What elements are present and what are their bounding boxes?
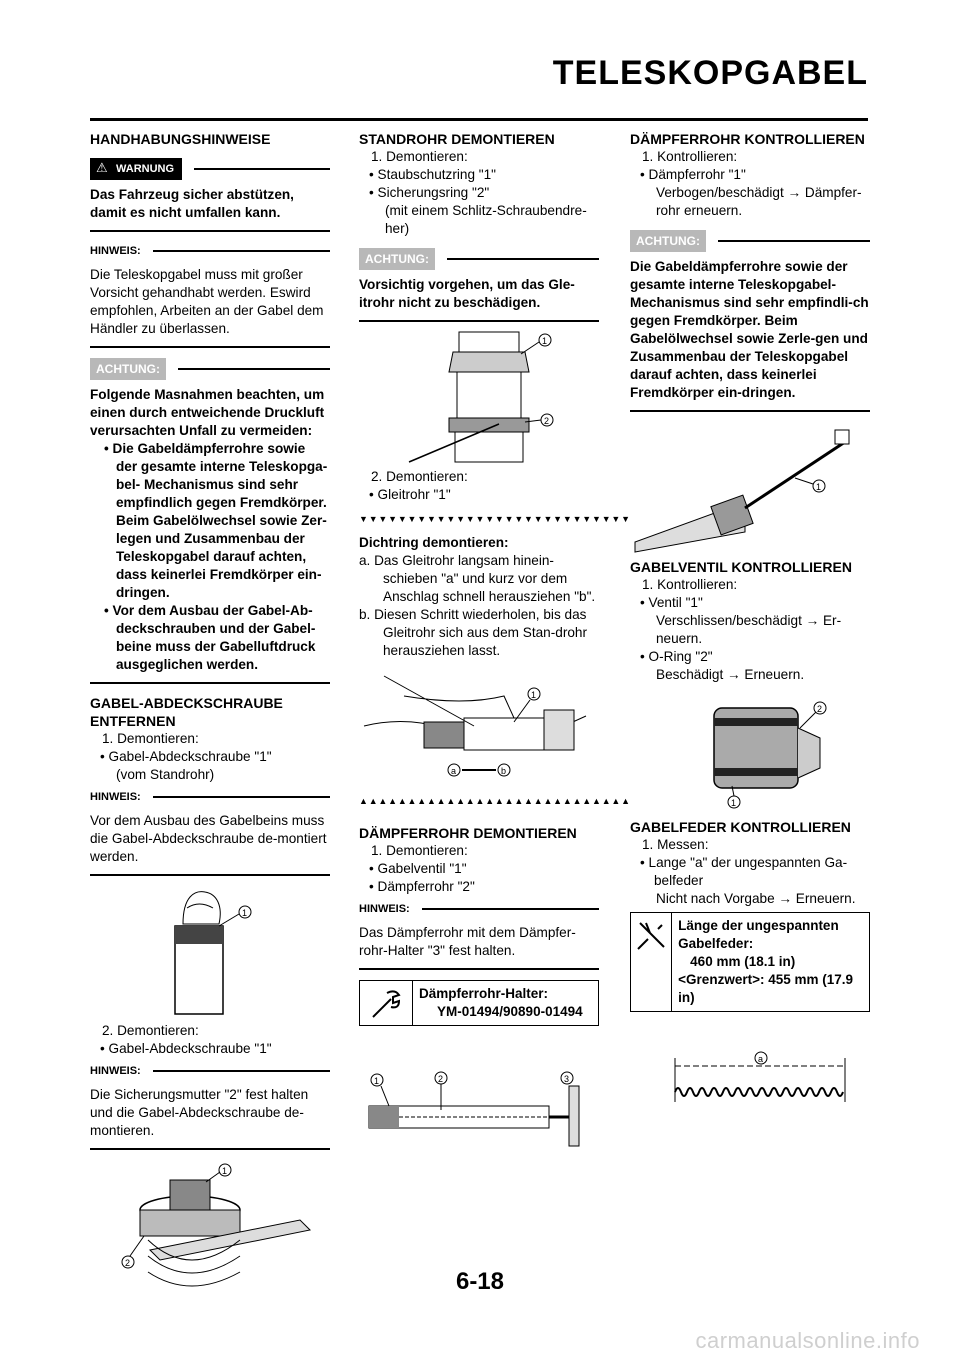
section-heading: DÄMPFERROHR KONTROLLIEREN: [630, 131, 865, 147]
bullet-sub: Verbogen/beschädigt → Dämpfer-rohr erneuern.: [656, 185, 862, 218]
callout-2: 2: [125, 1258, 131, 1268]
callout-2: 2: [438, 1074, 444, 1084]
page-number: 6-18: [455, 1268, 505, 1295]
achtung-intro: Folgende Masnahmen beachten, um einen durch entweichende Druckluft verursachten Unfall zu vermeiden:: [90, 387, 325, 438]
callout-1: 1: [242, 908, 248, 918]
bullet: • O-Ring "2": [640, 649, 713, 664]
hinweis-label-row: [90, 242, 330, 260]
dust-seal-figure: [379, 332, 579, 462]
bullet: • Dämpferrohr "2": [369, 879, 475, 894]
step: 1. Demontieren:: [371, 149, 468, 164]
bullet-sub: (vom Standrohr): [116, 767, 215, 782]
bullet: • Staubschutzring "1": [369, 167, 497, 182]
hinweis-label-row: [359, 900, 599, 918]
callout-b: b: [501, 766, 507, 776]
achtung-label-row: [359, 248, 599, 270]
procedure-end-marker: ▲▲▲▲▲▲▲▲▲▲▲▲▲▲▲▲▲▲▲▲▲▲▲▲▲▲▲▲: [359, 796, 631, 806]
step: 2. Demontieren:: [102, 1023, 199, 1038]
fork-valve-figure: [660, 698, 840, 808]
achtung-bullet: • Vor dem Ausbau der Gabel-Ab-deckschrauben und der Gabel-beine muss der Gabelluftdruck ausgeglichen werden.: [104, 603, 316, 672]
warning-text: Das Fahrzeug sicher abstützen, damit es nicht umfallen kann.: [90, 187, 294, 220]
step: 1. Kontrollieren:: [642, 149, 738, 164]
step: 1. Messen:: [642, 837, 709, 852]
wrench-icon: [360, 981, 413, 1025]
bullet: • Gleitrohr "1": [369, 487, 451, 502]
spec-value: 460 mm (18.1 in): [690, 954, 796, 969]
bullet-sub: Nicht nach Vorgabe → Erneuern.: [656, 891, 856, 906]
hinweis-text: Die Teleskopgabel muss mit großer Vorsicht gehandhabt werden. Eswird empfohlen, Arbeiten an der Gabel dem Händler zu überlassen.: [90, 267, 324, 336]
caliper-icon: [631, 913, 672, 1011]
bullet: • Gabelventil "1": [369, 861, 467, 876]
section-heading: GABELFEDER KONTROLLIEREN: [630, 819, 851, 835]
bullet-sub: Verschlissen/beschädigt → Er-neuern.: [656, 613, 842, 646]
warning-badge: ⚠ WARNUNG: [90, 158, 182, 180]
hinweis-label: HINWEIS:: [90, 1065, 141, 1077]
callout-a: a: [758, 1054, 764, 1064]
column-middle: [359, 130, 631, 1162]
hinweis-label: HINWEIS:: [90, 791, 141, 803]
column-left: [90, 130, 330, 1296]
spec-limit: <Grenzwert>: 455 mm (17.9 in): [678, 972, 854, 1005]
hinweis-label: HINWEIS:: [359, 903, 410, 915]
callout-a: a: [451, 766, 457, 776]
column-right: [630, 130, 870, 1128]
hinweis-label: HINWEIS:: [90, 245, 141, 257]
callout-1: 1: [731, 798, 737, 808]
procedure-heading: Dichtring demontieren:: [359, 535, 509, 550]
bullet: • Gabel-Abdeckschraube "1": [100, 749, 272, 764]
section-heading: DÄMPFERROHR DEMONTIEREN: [359, 825, 577, 841]
procedure-step: b. Diesen Schritt wiederholen, bis das Gleitrohr sich aus dem Stan-drohr herausziehen lasst.: [359, 607, 587, 658]
callout-1: 1: [542, 336, 548, 346]
hinweis-label-row: [90, 788, 330, 806]
bullet: • Dämpferrohr "1": [640, 167, 746, 182]
callout-1: 1: [531, 690, 537, 700]
spec-title: Länge der ungespannten Gabelfeder:: [678, 918, 839, 951]
section-heading: GABEL-ABDECKSCHRAUBE ENTFERNEN: [90, 695, 283, 729]
section-heading: STANDROHR DEMONTIEREN: [359, 131, 555, 147]
achtung-label-row: [90, 358, 330, 380]
bullet: • Lange "a" der ungespannten Ga-belfeder: [640, 855, 848, 888]
warning-label-row: [90, 158, 330, 180]
special-tool-box: [359, 980, 599, 1026]
hinweis-text: Das Dämpferrohr mit dem Dämpfer-rohr-Halter "3" fest halten.: [359, 925, 576, 958]
achtung-badge: ACHTUNG:: [90, 358, 166, 380]
bullet: • Ventil "1": [640, 595, 703, 610]
bullet-sub: Beschädigt → Erneuern.: [656, 667, 805, 682]
outer-tube-figure: [364, 666, 594, 786]
hinweis-text: Vor dem Ausbau des Gabelbeins muss die Gabel-Abdeckschraube de-montiert werden.: [90, 813, 327, 864]
fork-spring-figure: [645, 1042, 855, 1122]
watermark: carmanualsonline.info: [695, 1328, 920, 1353]
tool-title: Dämpferrohr-Halter:: [419, 986, 549, 1001]
procedure-step: a. Das Gleitrohr langsam hinein-schieben "a" und kurz vor dem Anschlag schnell herausziehen "b".: [359, 553, 596, 604]
achtung-text: Vorsichtig vorgehen, um das Gle-itrohr nicht zu beschädigen.: [359, 277, 575, 310]
cap-bolt-figure: [135, 886, 285, 1016]
callout-3: 3: [564, 1074, 570, 1084]
spec-box: [630, 912, 870, 1012]
warning-icon: ⚠: [96, 160, 108, 175]
achtung-badge: ACHTUNG:: [359, 248, 435, 270]
step: 1. Demontieren:: [371, 843, 468, 858]
tool-code: YM-01494/90890-01494: [437, 1004, 583, 1019]
step: 1. Demontieren:: [102, 731, 199, 746]
callout-1: 1: [222, 1166, 228, 1176]
section-heading: HANDHABUNGSHINWEISE: [90, 131, 271, 147]
achtung-badge: ACHTUNG:: [630, 230, 706, 252]
achtung-text: Die Gabeldämpferrohre sowie der gesamte interne Teleskopgabel-Mechanismus sind sehr empfindli-ch gegen Fremdkörper. Beim Gabelölwechsel sowie Zerle-gen und Zusammenbau der Teleskopgabel darauf achten, dass keinerlei Fremdkörper ein-dringen.: [630, 259, 869, 400]
callout-2: 2: [544, 416, 550, 426]
section-heading: GABELVENTIL KONTROLLIEREN: [630, 559, 852, 575]
bullet-sub: (mit einem Schlitz-Schraubendre-her): [385, 203, 587, 236]
page-title: TELESKOPGABEL: [552, 54, 868, 92]
callout-1: 1: [374, 1076, 380, 1086]
hinweis-label-row: [90, 1062, 330, 1080]
bullet: • Gabel-Abdeckschraube "1": [100, 1041, 272, 1056]
achtung-bullet: • Die Gabeldämpferrohre sowie der gesamte interne Teleskopga-bel- Mechanismus sind sehr empfindlich gegen Fremdkörper. Beim Gabelölwechsel sowie Zer-legen und Zusammenbau der Teleskopgabel darauf achten, dass keinerlei Fremdkörper ein-dringen.: [104, 441, 328, 600]
title-rule: [90, 118, 868, 121]
damper-rod-figure: [635, 422, 865, 552]
bullet: • Sicherungsring "2": [369, 185, 490, 200]
callout-1: 1: [816, 482, 822, 492]
callout-2: 2: [817, 704, 823, 714]
achtung-label-row: [630, 230, 870, 252]
hinweis-text: Die Sicherungsmutter "2" fest halten und die Gabel-Abdeckschraube de-montieren.: [90, 1087, 309, 1138]
damper-holder-figure: [359, 1066, 599, 1156]
step: 2. Demontieren:: [371, 469, 468, 484]
step: 1. Kontrollieren:: [642, 577, 738, 592]
procedure-start-marker: ▼▼▼▼▼▼▼▼▼▼▼▼▼▼▼▼▼▼▼▼▼▼▼▼▼▼▼▼: [359, 514, 631, 524]
